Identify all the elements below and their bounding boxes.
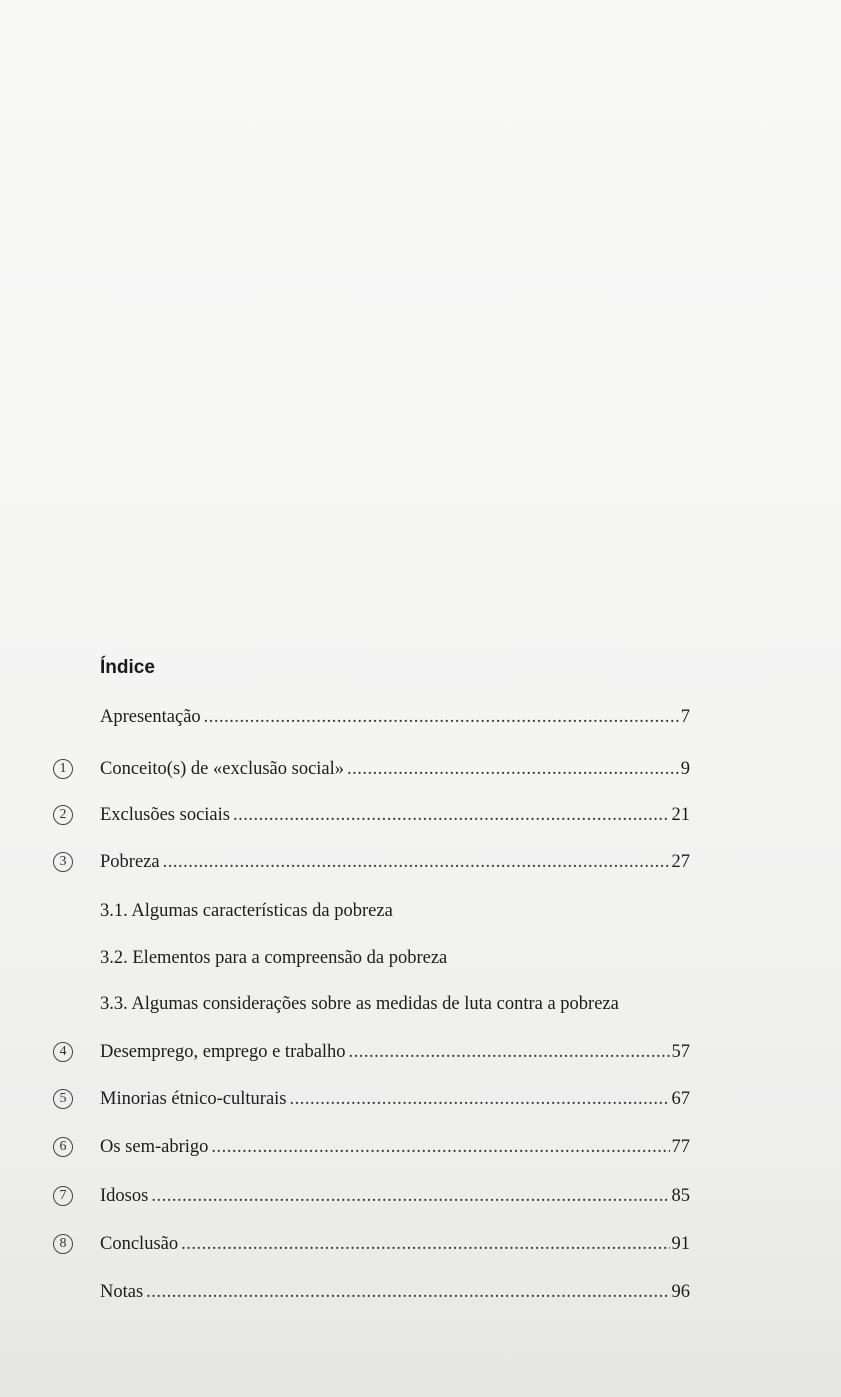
toc-entry-title: Notas bbox=[100, 1282, 144, 1302]
chapter-number-badge: 8 bbox=[53, 1234, 73, 1254]
toc-subentry bbox=[0, 987, 841, 1021]
toc-entry-row bbox=[100, 1130, 690, 1164]
toc-entry bbox=[0, 798, 841, 832]
toc-subentry-row bbox=[100, 941, 690, 975]
dot-leader bbox=[211, 1130, 669, 1164]
toc-subentry-title: 3.1. Algumas características da pobreza bbox=[100, 901, 393, 921]
toc-entry-page: 9 bbox=[680, 759, 690, 779]
dot-leader bbox=[349, 1035, 670, 1069]
toc-subentry-row bbox=[100, 894, 690, 928]
toc-entry-title: Exclusões sociais bbox=[100, 805, 230, 825]
dot-leader bbox=[181, 1227, 669, 1261]
toc-entry-page: 57 bbox=[671, 1042, 690, 1062]
toc-entry-title: Conclusão bbox=[100, 1234, 179, 1254]
toc-entry-page: 27 bbox=[671, 852, 690, 872]
toc-entry-page: 7 bbox=[680, 707, 690, 727]
chapter-number-badge: 5 bbox=[53, 1089, 73, 1109]
dot-leader bbox=[163, 845, 670, 879]
toc-entry-page: 91 bbox=[671, 1234, 690, 1254]
toc-entry-title: Desemprego, emprego e trabalho bbox=[100, 1042, 346, 1062]
toc-entry bbox=[0, 1275, 841, 1309]
dot-leader bbox=[290, 1082, 670, 1116]
toc-entry-row bbox=[100, 1082, 690, 1116]
toc-subentry bbox=[0, 894, 841, 928]
toc-subentry bbox=[0, 941, 841, 975]
chapter-number-badge: 4 bbox=[53, 1042, 73, 1062]
toc-entry-row bbox=[100, 1227, 690, 1261]
toc-entry bbox=[0, 752, 841, 786]
toc-entry-title: Pobreza bbox=[100, 852, 160, 872]
toc-entry-title: Conceito(s) de «exclusão social» bbox=[100, 759, 345, 779]
toc-entry bbox=[0, 1179, 841, 1213]
toc-entry-row bbox=[100, 700, 690, 734]
toc-subentry-title: 3.3. Algumas considerações sobre as medidas de luta contra a pobreza bbox=[100, 994, 619, 1014]
toc-entry-row bbox=[100, 798, 690, 832]
dot-leader bbox=[347, 752, 679, 786]
dot-leader bbox=[233, 798, 670, 832]
toc-entry-row bbox=[100, 752, 690, 786]
toc-entry bbox=[0, 845, 841, 879]
toc-entry-title: Idosos bbox=[100, 1186, 149, 1206]
toc-entry-page: 21 bbox=[671, 805, 690, 825]
toc-entry-page: 85 bbox=[671, 1186, 690, 1206]
dot-leader bbox=[146, 1275, 669, 1309]
toc-subentry-row bbox=[100, 987, 690, 1021]
toc-entry-page: 77 bbox=[671, 1137, 690, 1157]
toc-entry bbox=[0, 1035, 841, 1069]
toc-entry bbox=[0, 1227, 841, 1261]
toc-entry-row bbox=[100, 1035, 690, 1069]
toc-heading: Índice bbox=[100, 657, 155, 678]
toc-entry-title: Minorias étnico-culturais bbox=[100, 1089, 287, 1109]
toc-entry-title: Apresentação bbox=[100, 707, 201, 727]
toc-entry-title: Os sem-abrigo bbox=[100, 1137, 209, 1157]
toc-entry-row bbox=[100, 1275, 690, 1309]
chapter-number-badge: 7 bbox=[53, 1186, 73, 1206]
chapter-number-badge: 3 bbox=[53, 852, 73, 872]
toc-entry bbox=[0, 1130, 841, 1164]
toc-entry-row bbox=[100, 1179, 690, 1213]
toc-entry bbox=[0, 1082, 841, 1116]
chapter-number-badge: 2 bbox=[53, 805, 73, 825]
chapter-number-badge: 1 bbox=[53, 759, 73, 779]
toc-subentry-title: 3.2. Elementos para a compreensão da pobreza bbox=[100, 948, 448, 968]
toc-entry-row bbox=[100, 845, 690, 879]
toc-entry bbox=[0, 700, 841, 734]
dot-leader bbox=[204, 700, 679, 734]
dot-leader bbox=[151, 1179, 669, 1213]
toc-entry-page: 96 bbox=[671, 1282, 690, 1302]
chapter-number-badge: 6 bbox=[53, 1137, 73, 1157]
toc-entry-page: 67 bbox=[671, 1089, 690, 1109]
